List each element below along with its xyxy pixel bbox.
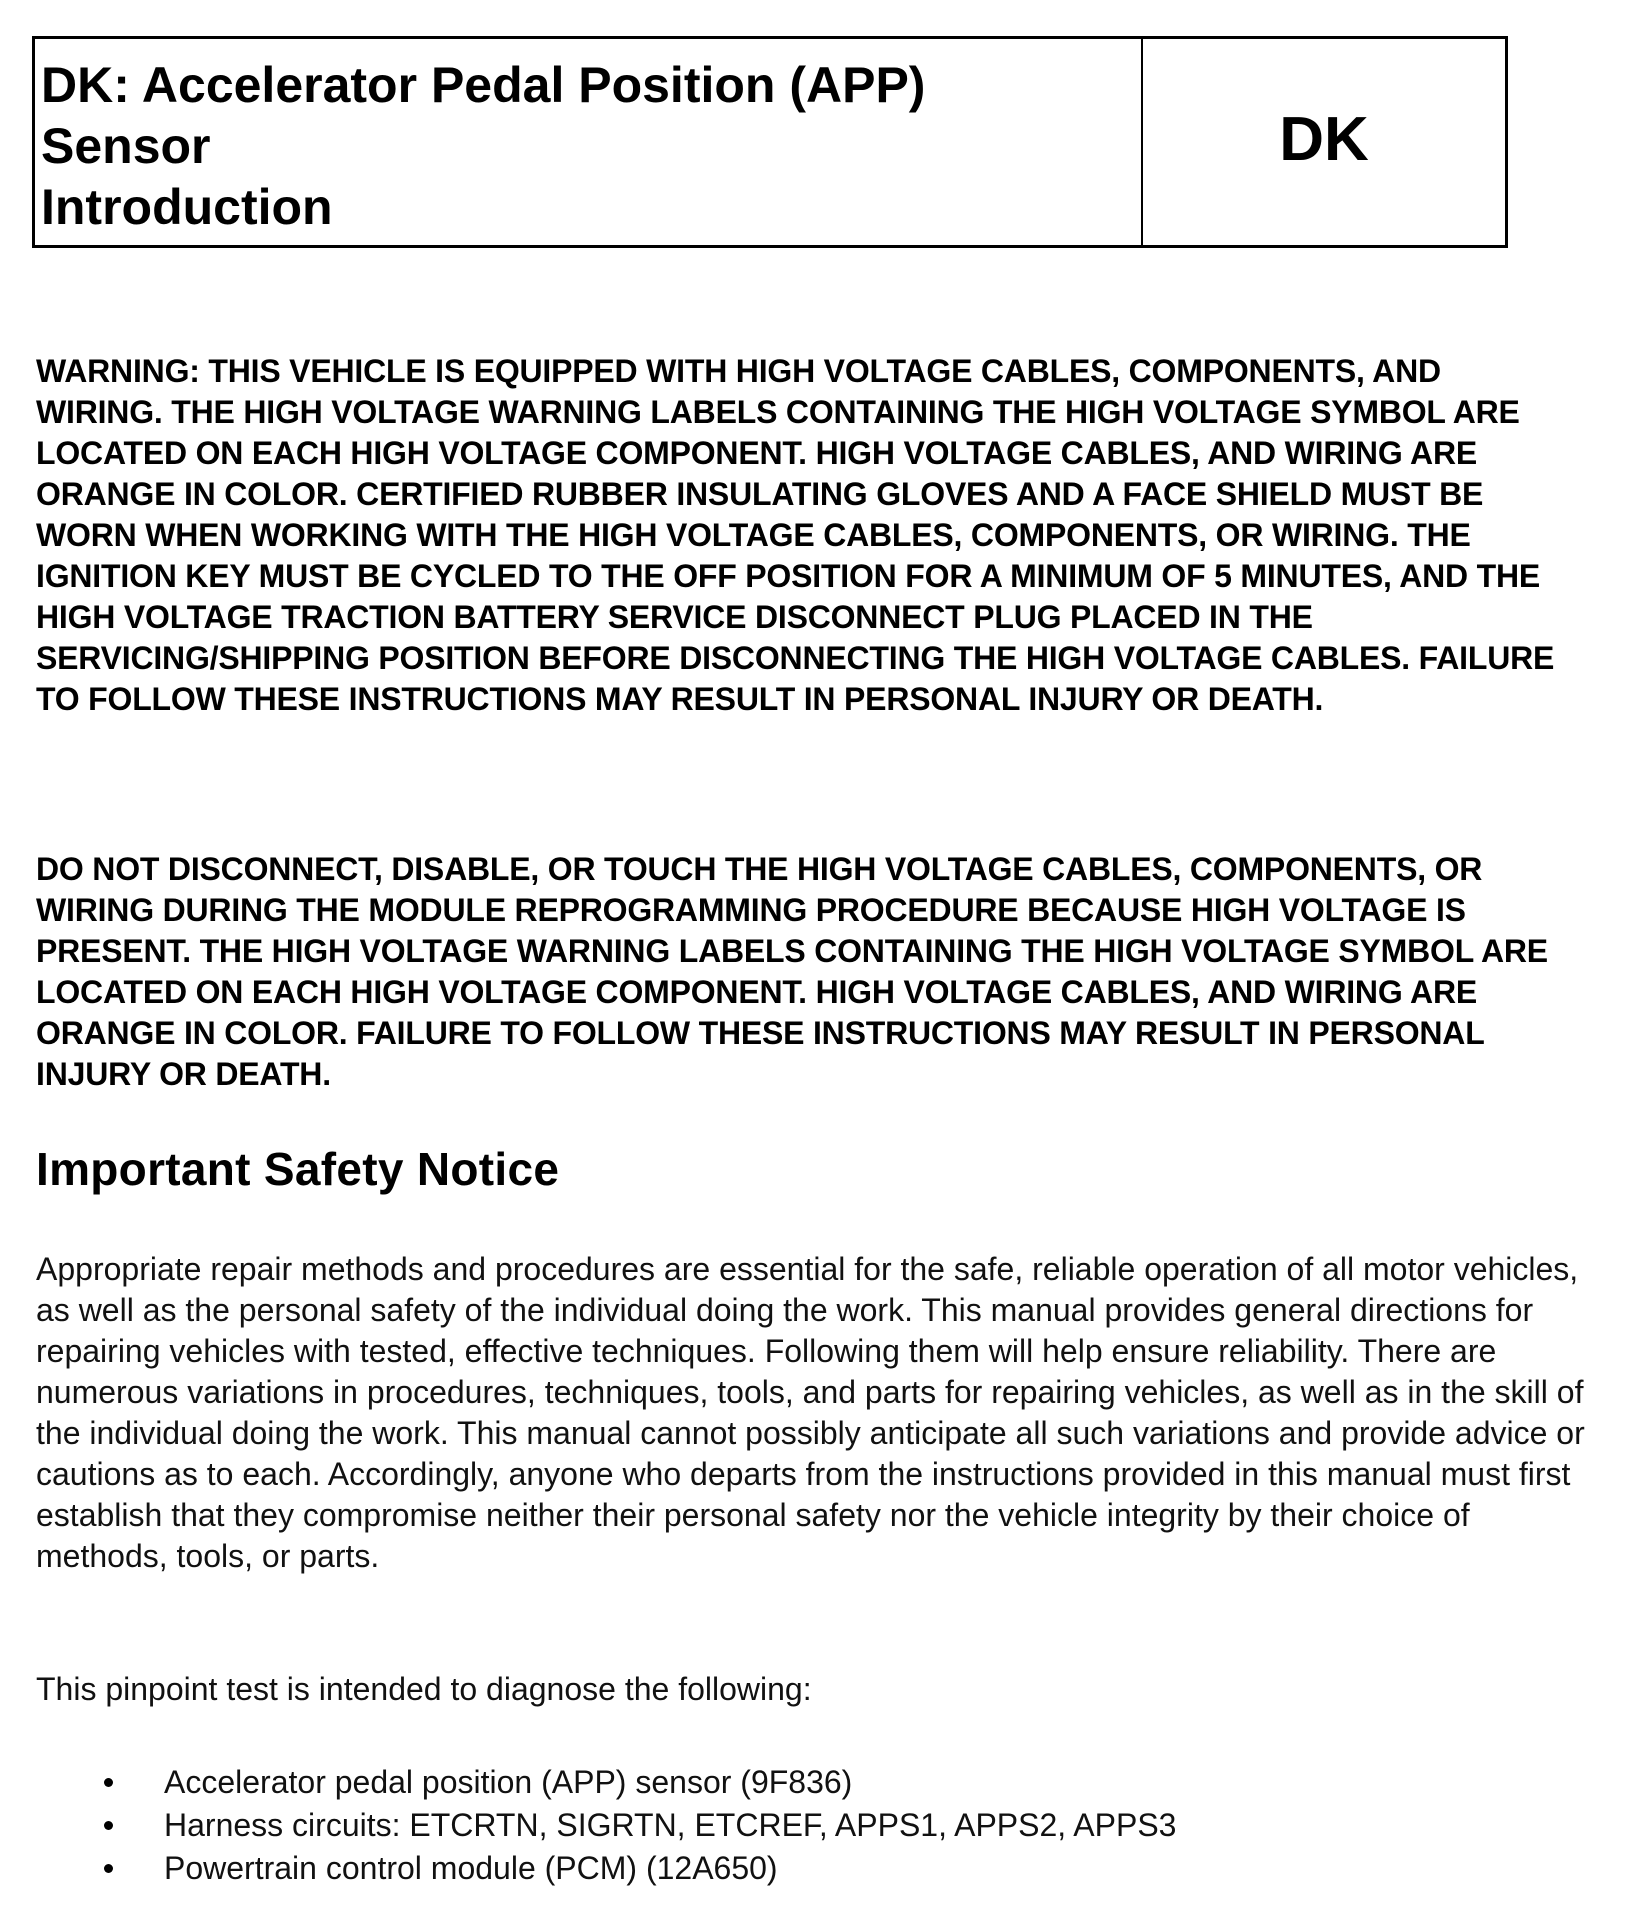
title-line-2: Sensor bbox=[41, 118, 211, 174]
safety-notice-paragraph: Appropriate repair methods and procedures are essential for the safe, reliable operation of all motor vehicles, as well as the personal safety of the individual doing the work. This manual provides general directions for repairing vehicles with tested, effective techniques. Following them will help ensure reliability. There are numerous variations in procedures, techniques, tools, and parts for repairing vehicles, as well as in the skill of the individual doing the work. This manual cannot possibly anticipate all such variations and provide advice or cautions as to each. Accordingly, anyone who departs from the instructions provided in this manual must first establish that they compromise neither their personal safety nor the vehicle integrity by their choice of methods, tools, or parts. bbox=[36, 1251, 1585, 1574]
list-item bbox=[36, 1804, 1536, 1847]
list-item-text: Accelerator pedal position (APP) sensor (9F836) bbox=[164, 1764, 853, 1800]
bullet-icon bbox=[104, 1821, 113, 1830]
safety-notice-heading: Important Safety Notice bbox=[36, 1143, 560, 1195]
diagnosis-list bbox=[36, 1761, 1536, 1890]
title-line-3: Introduction bbox=[41, 179, 333, 235]
list-item-text: Powertrain control module (PCM) (12A650) bbox=[164, 1850, 778, 1886]
high-voltage-warning: WARNING: THIS VEHICLE IS EQUIPPED WITH HIGH VOLTAGE CABLES, COMPONENTS, AND WIRING. THE HIGH VOLTAGE WARNING LABELS CONTAINING THE HIGH VOLTAGE SYMBOL ARE LOCATED ON EACH HIGH VOLTAGE COMPONENT. HIGH VOLTAGE CABLES, AND WIRING ARE ORANGE IN COLOR. CERTIFIED RUBBER INSULATING GLOVES AND A FACE SHIELD MUST BE WORN WHEN WORKING WITH THE HIGH VOLTAGE CABLES, COMPONENTS, OR WIRING. THE IGNITION KEY MUST BE CYCLED TO THE OFF POSITION FOR A MINIMUM OF 5 MINUTES, AND THE HIGH VOLTAGE TRACTION BATTERY SERVICE DISCONNECT PLUG PLACED IN THE SERVICING/SHIPPING POSITION BEFORE DISCONNECTING THE HIGH VOLTAGE CABLES. FAILURE TO FOLLOW THESE INSTRUCTIONS MAY RESULT IN PERSONAL INJURY OR DEATH. bbox=[36, 353, 1555, 717]
bullet-icon bbox=[104, 1864, 113, 1873]
list-item bbox=[36, 1761, 1536, 1804]
section-code: DK bbox=[1279, 104, 1369, 174]
bullet-icon bbox=[104, 1778, 113, 1787]
title-line-1: DK: Accelerator Pedal Position (APP) bbox=[41, 57, 926, 113]
reprogramming-warning: DO NOT DISCONNECT, DISABLE, OR TOUCH THE HIGH VOLTAGE CABLES, COMPONENTS, OR WIRING DURING THE MODULE REPROGRAMMING PROCEDURE BECAUSE HIGH VOLTAGE IS PRESENT. THE HIGH VOLTAGE WARNING LABELS CONTAINING THE HIGH VOLTAGE SYMBOL ARE LOCATED ON EACH HIGH VOLTAGE COMPONENT. HIGH VOLTAGE CABLES, AND WIRING ARE ORANGE IN COLOR. FAILURE TO FOLLOW THESE INSTRUCTIONS MAY RESULT IN PERSONAL INJURY OR DEATH. bbox=[36, 851, 1548, 1092]
title-box bbox=[32, 36, 1508, 248]
list-item-text: Harness circuits: ETCRTN, SIGRTN, ETCREF, APPS1, APPS2, APPS3 bbox=[164, 1807, 1177, 1843]
list-item bbox=[36, 1847, 1536, 1890]
pinpoint-intro: This pinpoint test is intended to diagnose the following: bbox=[36, 1671, 812, 1707]
document-title bbox=[35, 39, 1143, 245]
